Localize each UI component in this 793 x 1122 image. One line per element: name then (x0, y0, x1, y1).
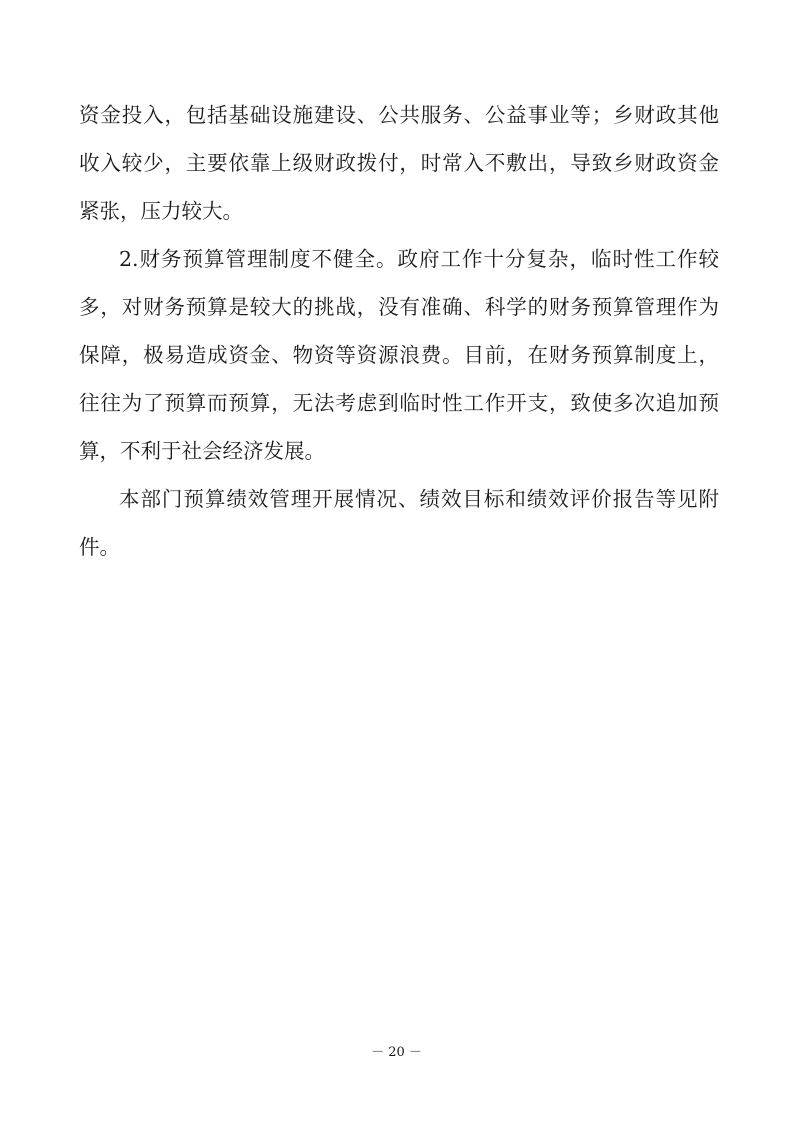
paragraph-line: 保障，极易造成资金、物资等资源浪费。目前，在财务预算制度上， (79, 343, 719, 367)
paragraph-line: 紧张，压力较大。 (79, 199, 243, 223)
paragraph-line: 往往为了预算而预算，无法考虑到临时性工作开支，致使多次追加预 (79, 391, 719, 415)
paragraph-line: 多，对财务预算是较大的挑战，没有准确、科学的财务预算管理作为 (79, 295, 719, 319)
paragraph-line: 件。 (79, 535, 120, 559)
paragraph-line: 本部门预算绩效管理开展情况、绩效目标和绩效评价报告等见附 (119, 487, 719, 511)
paragraph-line: 2.财务预算管理制度不健全。政府工作十分复杂，临时性工作较 (119, 247, 719, 271)
paragraph-line: 资金投入，包括基础设施建设、公共服务、公益事业等；乡财政其他 (79, 103, 719, 127)
paragraph-line: 算，不利于社会经济发展。 (79, 439, 325, 463)
paragraph-line: 收入较少，主要依靠上级财政拨付，时常入不敷出，导致乡财政资金 (79, 151, 719, 175)
page-number: － 20 － (371, 1045, 422, 1060)
